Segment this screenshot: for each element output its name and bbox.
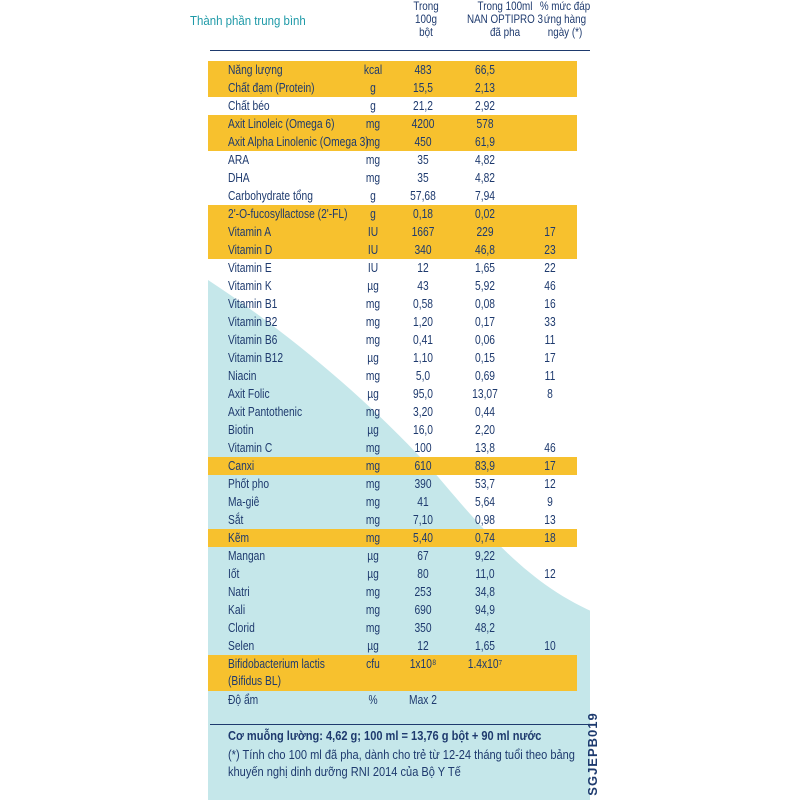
row-name: Kali: [228, 603, 246, 617]
row-name: Sắt: [228, 513, 244, 527]
row-value-100g: 340: [414, 243, 432, 257]
row-value-100g: 7,10: [413, 513, 433, 527]
table-row: [0, 637, 800, 655]
row-value-100ml: 578: [476, 117, 494, 131]
row-unit: mg: [365, 315, 381, 329]
row-value-100g: 0,18: [413, 207, 433, 221]
row-value-100g: 1,10: [413, 351, 433, 365]
row-unit: mg: [365, 585, 381, 599]
row-name: Kẽm: [228, 531, 250, 545]
row-unit: IU: [367, 243, 379, 257]
row-value-100ml: 83,9: [475, 459, 495, 473]
row-daily-percent: 11: [544, 369, 556, 383]
row-daily-percent: 10: [544, 639, 556, 653]
table-row: [0, 97, 800, 115]
footer-footnote-line2: khuyến nghị dinh dưỡng RNI 2014 của Bộ Y Tế: [228, 764, 461, 779]
table-row: [0, 385, 800, 403]
header-title: Thành phần trung bình: [190, 13, 306, 28]
row-value-100g: 1x10⁸: [409, 657, 437, 671]
row-value-100ml: 4,82: [475, 153, 495, 167]
row-name: Ma-giê: [228, 495, 260, 509]
row-value-100ml: 0,02: [475, 207, 495, 221]
row-value-100g: 80: [417, 567, 429, 581]
row-value-100ml: 5,92: [475, 279, 495, 293]
row-value-100ml: 7,94: [475, 189, 495, 203]
table-row: [0, 403, 800, 421]
row-name: Độ ẩm: [228, 693, 259, 707]
row-value-100ml: 11,0: [475, 567, 495, 581]
table-row: [0, 367, 800, 385]
row-value-100g: 350: [414, 621, 432, 635]
row-daily-percent: 16: [544, 297, 556, 311]
row-value-100g: 483: [414, 63, 432, 77]
row-value-100ml: 66,5: [475, 63, 495, 77]
row-value-100ml: 2,20: [475, 423, 495, 437]
row-daily-percent: 46: [544, 441, 556, 455]
row-unit: g: [370, 81, 376, 95]
product-code: SGJEPB019: [585, 712, 600, 796]
row-value-100g: 253: [414, 585, 432, 599]
row-unit: µg: [367, 387, 379, 401]
row-unit: g: [370, 189, 376, 203]
row-daily-percent: 13: [544, 513, 556, 527]
row-name: Vitamin A: [228, 225, 272, 239]
row-name: Vitamin B12: [228, 351, 284, 365]
row-unit: mg: [365, 297, 381, 311]
table-row: [0, 61, 800, 79]
row-value-100g: 0,41: [413, 333, 433, 347]
row-name: Vitamin B1: [228, 297, 278, 311]
row-name: Iốt: [228, 567, 240, 581]
row-daily-percent: 17: [544, 351, 556, 365]
table-row: [0, 583, 800, 601]
row-name: Vitamin B6: [228, 333, 278, 347]
row-name: Chất đạm (Protein): [228, 81, 315, 95]
table-row: [0, 439, 800, 457]
row-name: DHA: [228, 171, 250, 185]
row-unit: cfu: [366, 657, 380, 671]
header-col-per-100ml-text: Trong 100ml NAN OPTIPRO 3 đã pha: [466, 0, 544, 39]
row-unit: µg: [367, 639, 379, 653]
table-row: [0, 565, 800, 583]
nutrition-table: [0, 61, 800, 709]
row-unit: mg: [365, 135, 381, 149]
row-name: Vitamin B2: [228, 315, 278, 329]
row-daily-percent: 23: [544, 243, 556, 257]
table-row: [0, 115, 800, 133]
row-daily-percent: 22: [544, 261, 556, 275]
row-value-100ml: 5,64: [475, 495, 495, 509]
row-unit: IU: [367, 225, 379, 239]
row-value-100ml: 0,17: [475, 315, 495, 329]
row-name: Carbohydrate tổng: [228, 189, 313, 203]
header-divider: [210, 50, 590, 51]
row-value-100ml: 0,06: [475, 333, 495, 347]
row-value-100g: 5,0: [415, 369, 431, 383]
row-unit: mg: [365, 171, 381, 185]
table-row: [0, 421, 800, 439]
row-name: Axit Folic: [228, 387, 270, 401]
table-row: [0, 475, 800, 493]
table-row: [0, 277, 800, 295]
row-unit: mg: [365, 405, 381, 419]
table-row: [0, 601, 800, 619]
row-value-100ml: 0,44: [475, 405, 495, 419]
row-name: Vitamin E: [228, 261, 272, 275]
header-col-daily-percent: [528, 0, 602, 39]
table-row: [0, 241, 800, 259]
table-row: [0, 133, 800, 151]
row-value-100g: 57,68: [410, 189, 436, 203]
row-value-100g: 1,20: [413, 315, 433, 329]
row-name: Clorid: [228, 621, 255, 635]
row-unit: %: [368, 693, 378, 707]
row-value-100g: 4200: [411, 117, 435, 131]
row-value-100ml: 13,8: [475, 441, 495, 455]
row-value-100ml: 48,2: [475, 621, 495, 635]
table-row: [0, 493, 800, 511]
footer-footnote-line1: (*) Tính cho 100 ml đã pha, dành cho trẻ từ 12-24 tháng tuổi theo bảng: [228, 747, 575, 762]
row-unit: IU: [367, 261, 379, 275]
row-unit: g: [370, 207, 376, 221]
table-row: [0, 205, 800, 223]
row-value-100g: 610: [414, 459, 432, 473]
row-unit: kcal: [363, 63, 383, 77]
row-name: Axit Pantothenic: [228, 405, 303, 419]
table-row: [0, 691, 800, 709]
row-unit: mg: [365, 477, 381, 491]
row-value-100g: 12: [417, 261, 429, 275]
table-row: [0, 223, 800, 241]
row-value-100ml: 34,8: [475, 585, 495, 599]
row-name: Chất béo: [228, 99, 270, 113]
row-value-100ml: 2,13: [475, 81, 495, 95]
row-value-100g: 35: [417, 171, 429, 185]
row-unit: mg: [365, 153, 381, 167]
row-value-100ml: 0,74: [475, 531, 495, 545]
row-value-100g: 1667: [411, 225, 435, 239]
row-value-100g: 21,2: [413, 99, 433, 113]
row-unit: mg: [365, 441, 381, 455]
row-unit: mg: [365, 603, 381, 617]
row-unit: µg: [367, 567, 379, 581]
footer-divider: [210, 724, 590, 725]
row-unit: mg: [365, 621, 381, 635]
row-value-100ml: 53,7: [475, 477, 495, 491]
row-value-100g: Max 2: [409, 693, 437, 707]
row-unit: µg: [367, 279, 379, 293]
row-name: Axit Linoleic (Omega 6): [228, 117, 335, 131]
header-col-daily-percent-text: % mức đáp ứng hàng ngày (*): [539, 0, 591, 39]
row-value-100g: 16,0: [413, 423, 433, 437]
row-name: ARA: [228, 153, 250, 167]
row-value-100ml: 0,15: [475, 351, 495, 365]
row-value-100g: 67: [417, 549, 429, 563]
table-row: [0, 457, 800, 475]
row-unit: µg: [367, 549, 379, 563]
table-row: [0, 151, 800, 169]
row-value-100ml: 0,69: [475, 369, 495, 383]
row-name: Vitamin D: [228, 243, 273, 257]
row-daily-percent: 12: [544, 477, 556, 491]
footer-scoop-note: Cơ muỗng lường: 4,62 g; 100 ml = 13,76 g bột + 90 ml nước: [228, 728, 542, 743]
row-unit: mg: [365, 513, 381, 527]
row-name: Niacin: [228, 369, 257, 383]
row-value-100g: 690: [414, 603, 432, 617]
row-daily-percent: 46: [544, 279, 556, 293]
row-value-100g: 15,5: [413, 81, 433, 95]
row-unit: mg: [365, 459, 381, 473]
header-col-per-100g-text: Trong 100g bột: [413, 0, 439, 39]
row-value-100g: 12: [417, 639, 429, 653]
table-row: [0, 259, 800, 277]
row-unit: mg: [365, 531, 381, 545]
row-value-100g: 390: [414, 477, 432, 491]
row-value-100ml: 2,92: [475, 99, 495, 113]
row-unit: mg: [365, 369, 381, 383]
row-value-100ml: 1.4x10⁷: [467, 657, 503, 671]
table-row: [0, 79, 800, 97]
row-value-100g: 0,58: [413, 297, 433, 311]
row-value-100g: 95,0: [413, 387, 433, 401]
row-value-100ml: 61,9: [475, 135, 495, 149]
row-unit: µg: [367, 351, 379, 365]
row-name: Năng lượng: [228, 63, 283, 77]
table-row: [0, 187, 800, 205]
table-row: [0, 169, 800, 187]
table-row: [0, 349, 800, 367]
row-daily-percent: 12: [544, 567, 556, 581]
row-value-100ml: 9,22: [475, 549, 495, 563]
row-daily-percent: 8: [547, 387, 553, 401]
row-name: 2'-O-fucosyllactose (2'-FL): [228, 207, 348, 221]
table-row: [0, 547, 800, 565]
row-value-100g: 3,20: [413, 405, 433, 419]
row-unit: mg: [365, 495, 381, 509]
row-value-100ml: 1,65: [475, 261, 495, 275]
row-daily-percent: 11: [544, 333, 556, 347]
row-value-100ml: 1,65: [475, 639, 495, 653]
row-value-100g: 5,40: [413, 531, 433, 545]
table-row: [0, 655, 800, 691]
row-name: Phốt pho: [228, 477, 270, 491]
row-name: Bifidobacterium lactis: [228, 657, 325, 671]
row-value-100ml: 0,98: [475, 513, 495, 527]
row-daily-percent: 17: [544, 459, 556, 473]
row-unit: g: [370, 99, 376, 113]
row-daily-percent: 17: [544, 225, 556, 239]
row-value-100g: 41: [417, 495, 429, 509]
row-daily-percent: 33: [544, 315, 556, 329]
row-unit: µg: [367, 423, 379, 437]
row-value-100ml: 229: [476, 225, 494, 239]
header-col-per-100g: [401, 0, 450, 39]
row-name: Mangan: [228, 549, 266, 563]
row-daily-percent: 18: [544, 531, 556, 545]
table-row: [0, 313, 800, 331]
row-value-100ml: 13,07: [472, 387, 498, 401]
row-value-100g: 450: [414, 135, 432, 149]
row-value-100g: 100: [414, 441, 432, 455]
row-name-continued: (Bifidus BL): [228, 674, 281, 688]
row-name: Canxi: [228, 459, 255, 473]
row-daily-percent: 9: [547, 495, 553, 509]
row-name: Natri: [228, 585, 250, 599]
row-value-100ml: 4,82: [475, 171, 495, 185]
row-value-100g: 35: [417, 153, 429, 167]
row-name: Biotin: [228, 423, 254, 437]
table-row: [0, 511, 800, 529]
table-row: [0, 331, 800, 349]
row-name: Vitamin K: [228, 279, 272, 293]
row-unit: mg: [365, 333, 381, 347]
row-value-100ml: 46,8: [475, 243, 495, 257]
row-name: Vitamin C: [228, 441, 273, 455]
table-row: [0, 619, 800, 637]
row-value-100ml: 94,9: [475, 603, 495, 617]
row-value-100g: 43: [417, 279, 429, 293]
row-name: Axit Alpha Linolenic (Omega 3): [228, 135, 369, 149]
row-unit: mg: [365, 117, 381, 131]
table-row: [0, 295, 800, 313]
row-value-100ml: 0,08: [475, 297, 495, 311]
table-row: [0, 529, 800, 547]
row-name: Selen: [228, 639, 255, 653]
